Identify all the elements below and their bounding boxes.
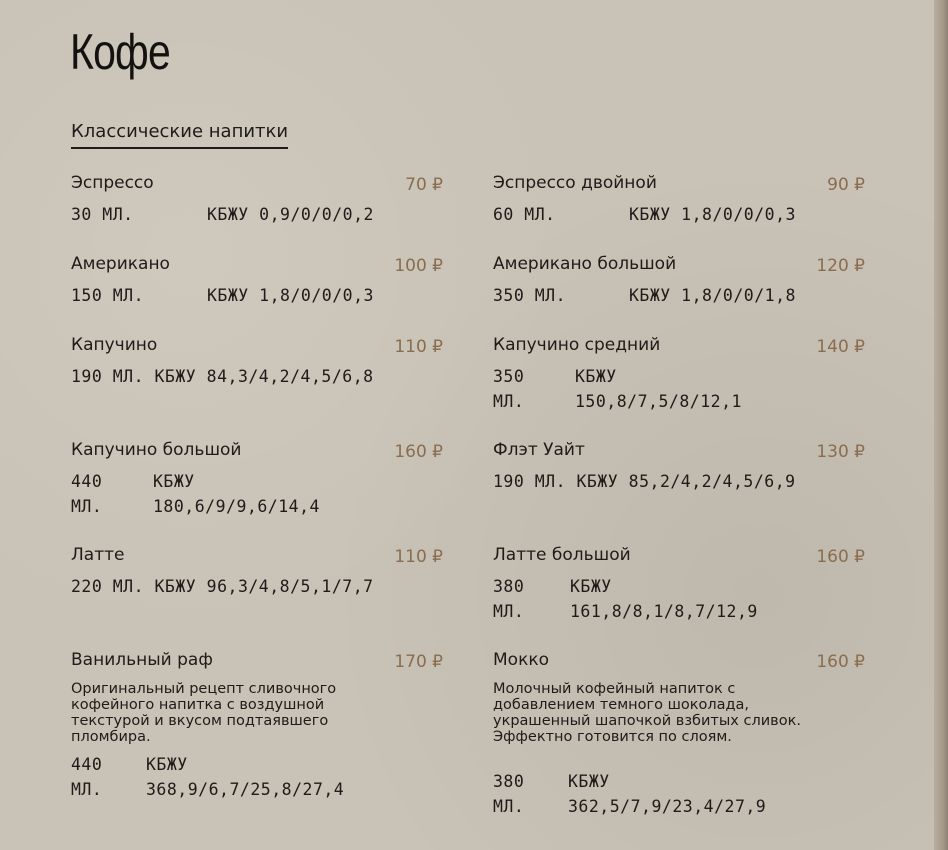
item-name: Флэт Уайт — [493, 440, 585, 460]
item-kbzhu: КБЖУ 0,9/0/0/0,2 — [207, 205, 374, 224]
item-price: 170 ₽ — [394, 652, 443, 672]
item-name: Американо большой — [493, 254, 677, 274]
item-kbzhu-label: КБЖУ — [575, 367, 617, 386]
menu-item-cappuccino-medium — [493, 334, 865, 424]
item-kbzhu: 150,8/7,5/8/12,1 — [575, 392, 742, 411]
menu-item-cappuccino-large — [71, 439, 443, 529]
item-volume: 150 МЛ. — [71, 286, 145, 305]
item-volume: 60 МЛ. — [493, 205, 556, 224]
item-price: 70 ₽ — [405, 175, 443, 195]
item-price: 90 ₽ — [827, 175, 865, 195]
item-kbzhu: 368,9/6,7/25,8/27,4 — [146, 780, 345, 799]
item-description: Молочный кофейный напиток с добавлением темного шоколада, украшенный шапочкой взбитых сливок. Эффектно готовится по слоям. — [493, 681, 801, 745]
item-price: 100 ₽ — [394, 256, 443, 276]
item-kbzhu-label: КБЖУ — [568, 772, 610, 791]
item-volume-kbzhu: 220 МЛ. КБЖУ 96,3/4,8/5,1/7,7 — [71, 577, 374, 596]
item-kbzhu-label: КБЖУ — [146, 755, 188, 774]
item-name: Мокко — [493, 650, 550, 670]
item-name: Латте большой — [493, 545, 631, 565]
menu-item-latte — [71, 544, 443, 604]
item-volume: 380 — [493, 577, 525, 596]
item-name: Латте — [71, 545, 125, 565]
item-price: 110 ₽ — [394, 337, 443, 357]
item-kbzhu: 180,6/9/9,6/14,4 — [153, 497, 320, 516]
menu-item-cappuccino — [71, 334, 443, 394]
menu-item-mocha — [493, 649, 865, 829]
page-title: Кофе — [70, 24, 170, 80]
item-name: Эспрессо — [71, 173, 154, 193]
menu-item-flat-white — [493, 439, 865, 499]
item-price: 140 ₽ — [816, 337, 865, 357]
item-name: Американо — [71, 254, 170, 274]
item-kbzhu: КБЖУ 1,8/0/0/1,8 — [629, 286, 796, 305]
item-volume: 440 — [71, 472, 103, 491]
item-volume-unit: МЛ. — [493, 797, 525, 816]
menu-item-vanilla-raf — [71, 649, 443, 809]
item-name: Эспрессо двойной — [493, 173, 657, 193]
item-price: 110 ₽ — [394, 547, 443, 567]
item-name: Капучино большой — [71, 440, 242, 460]
item-volume: 440 — [71, 755, 103, 774]
item-kbzhu-label: КБЖУ — [570, 577, 612, 596]
item-price: 160 ₽ — [394, 442, 443, 462]
item-volume: 380 — [493, 772, 525, 791]
menu-item-americano — [71, 253, 443, 313]
section-title: Классические напитки — [71, 120, 288, 149]
menu-item-latte-large — [493, 544, 865, 634]
item-volume: 30 МЛ. — [71, 205, 134, 224]
item-price: 120 ₽ — [816, 256, 865, 276]
item-description: Оригинальный рецепт сливочного кофейного напитка с воздушной текстурой и вкусом подтаявшего пломбира. — [71, 681, 337, 745]
item-volume: 350 МЛ. — [493, 286, 567, 305]
item-volume-unit: МЛ. — [493, 602, 525, 621]
item-volume-kbzhu: 190 МЛ. КБЖУ 84,3/4,2/4,5/6,8 — [71, 367, 374, 386]
item-kbzhu: КБЖУ 1,8/0/0/0,3 — [207, 286, 374, 305]
item-name: Ванильный раф — [71, 650, 213, 670]
item-volume-unit: МЛ. — [71, 780, 103, 799]
menu-item-espresso — [71, 172, 443, 232]
item-name: Капучино средний — [493, 335, 661, 355]
item-price: 130 ₽ — [816, 442, 865, 462]
menu-item-espresso-double — [493, 172, 865, 232]
item-volume-kbzhu: 190 МЛ. КБЖУ 85,2/4,2/4,5/6,9 — [493, 472, 796, 491]
item-volume-unit: МЛ. — [71, 497, 103, 516]
item-volume: 350 — [493, 367, 525, 386]
item-kbzhu: КБЖУ 1,8/0/0/0,3 — [629, 205, 796, 224]
item-name: Капучино — [71, 335, 158, 355]
item-volume-unit: МЛ. — [493, 392, 525, 411]
item-price: 160 ₽ — [816, 547, 865, 567]
item-kbzhu: 362,5/7,9/23,4/27,9 — [568, 797, 767, 816]
menu-item-americano-large — [493, 253, 865, 313]
item-kbzhu: 161,8/8,1/8,7/12,9 — [570, 602, 758, 621]
item-price: 160 ₽ — [816, 652, 865, 672]
page-edge-shadow — [934, 0, 948, 850]
item-kbzhu-label: КБЖУ — [153, 472, 195, 491]
